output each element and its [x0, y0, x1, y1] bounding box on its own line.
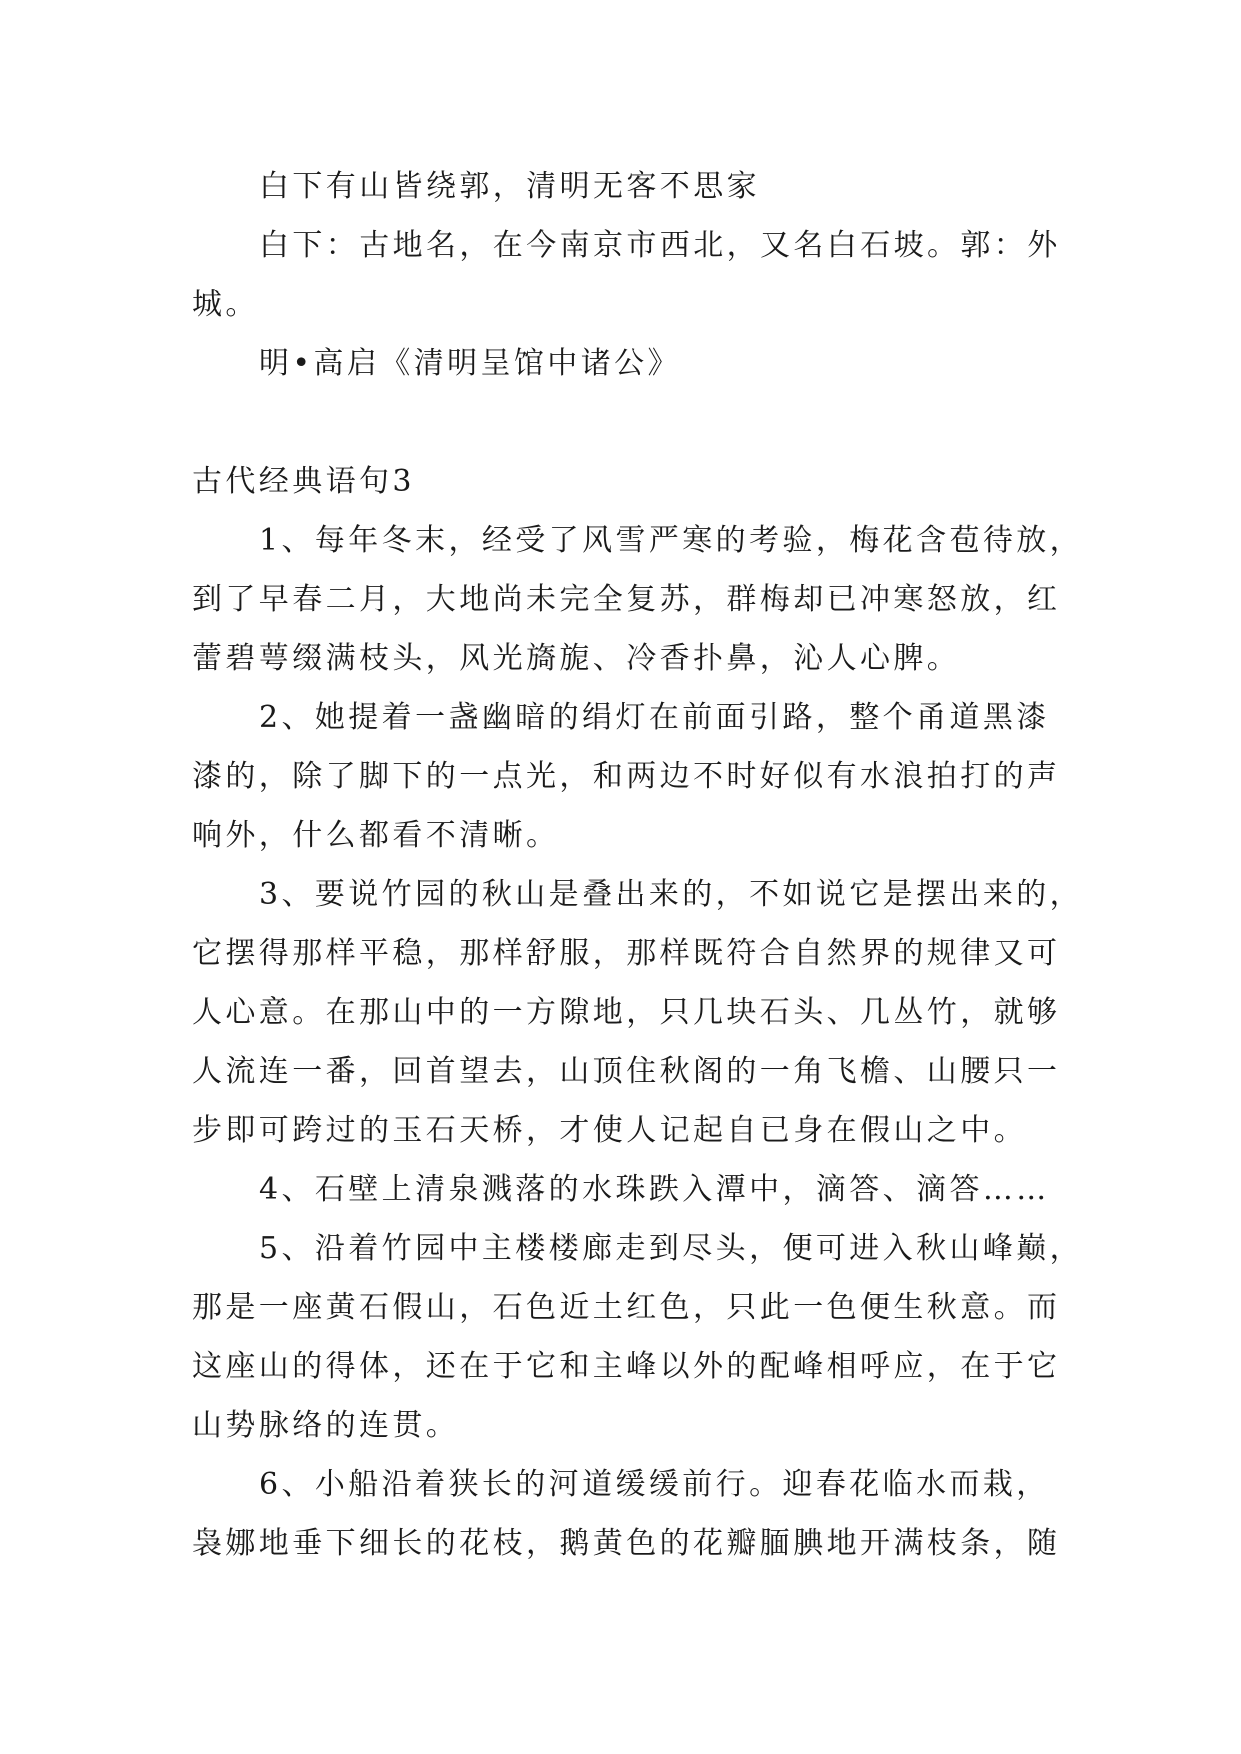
paragraph-item-4 — [192, 1160, 1092, 1219]
paragraph-line: 1、每年冬末，经受了风雪严寒的考验，梅花含苞待放， — [259, 523, 1084, 558]
paragraph-line: 那是一座黄石假山，石色近土红色，只此一色便生秋意。而 — [192, 1290, 1061, 1325]
paragraph-line: 这座山的得体，还在于它和主峰以外的配峰相呼应，在于它 — [192, 1349, 1061, 1384]
paragraph-item-2 — [192, 688, 1092, 865]
poem-source-citation: 明•高启《清明呈馆中诸公》 — [259, 346, 681, 381]
paragraph-line: 到了早春二月，大地尚未完全复苏，群梅却已冲寒怒放，红 — [192, 582, 1061, 617]
paragraph-line: 它摆得那样平稳，那样舒服，那样既符合自然界的规律又可 — [192, 936, 1061, 971]
annotation-line: 白下：古地名，在今南京市西北，又名白石坡。郭：外 — [259, 228, 1061, 263]
blank-line — [192, 393, 1092, 452]
paragraph-line: 漆的，除了脚下的一点光，和两边不时好似有水浪拍打的声 — [192, 759, 1061, 794]
paragraph-item-3 — [192, 865, 1092, 1160]
paragraph-line: 袅娜地垂下细长的花枝，鹅黄色的花瓣腼腆地开满枝条，随 — [192, 1526, 1061, 1561]
paragraph-item-5 — [192, 1219, 1092, 1455]
paragraph-line: 山势脉络的连贯。 — [192, 1408, 460, 1443]
paragraph-line: 5、沿着竹园中主楼楼廊走到尽头，便可进入秋山峰巅， — [259, 1231, 1084, 1266]
poem-verse: 白下有山皆绕郭，清明无客不思家 — [259, 169, 760, 204]
paragraph-line: 2、她提着一盏幽暗的绢灯在前面引路，整个甬道黑漆 — [259, 700, 1050, 735]
poem-note — [192, 157, 1092, 393]
paragraph-line: 步即可跨过的玉石天桥，才使人记起自已身在假山之中。 — [192, 1113, 1027, 1148]
paragraph-item-6 — [192, 1455, 1092, 1573]
paragraph-line: 人心意。在那山中的一方隙地，只几块石头、几丛竹，就够 — [192, 995, 1061, 1030]
poem-annotation — [192, 216, 1092, 334]
paragraph-item-1 — [192, 511, 1092, 688]
section-heading: 古代经典语句3 — [192, 464, 415, 499]
paragraph-line: 人流连一番，回首望去，山顶住秋阁的一角飞檐、山腰只一 — [192, 1054, 1061, 1089]
paragraph-line: 4、石壁上清泉溅落的水珠跌入潭中，滴答、滴答…… — [259, 1172, 1050, 1207]
paragraph-line: 3、要说竹园的秋山是叠出来的，不如说它是摆出来的， — [259, 877, 1084, 912]
paragraph-line: 蕾碧萼缀满枝头，风光旖旎、冷香扑鼻，沁人心脾。 — [192, 641, 961, 676]
paragraph-line: 响外，什么都看不清晰。 — [192, 818, 560, 853]
document-body — [192, 157, 1092, 1573]
paragraph-line: 6、小船沿着狭长的河道缓缓前行。迎春花临水而栽， — [259, 1467, 1050, 1502]
annotation-line: 城。 — [192, 287, 259, 322]
